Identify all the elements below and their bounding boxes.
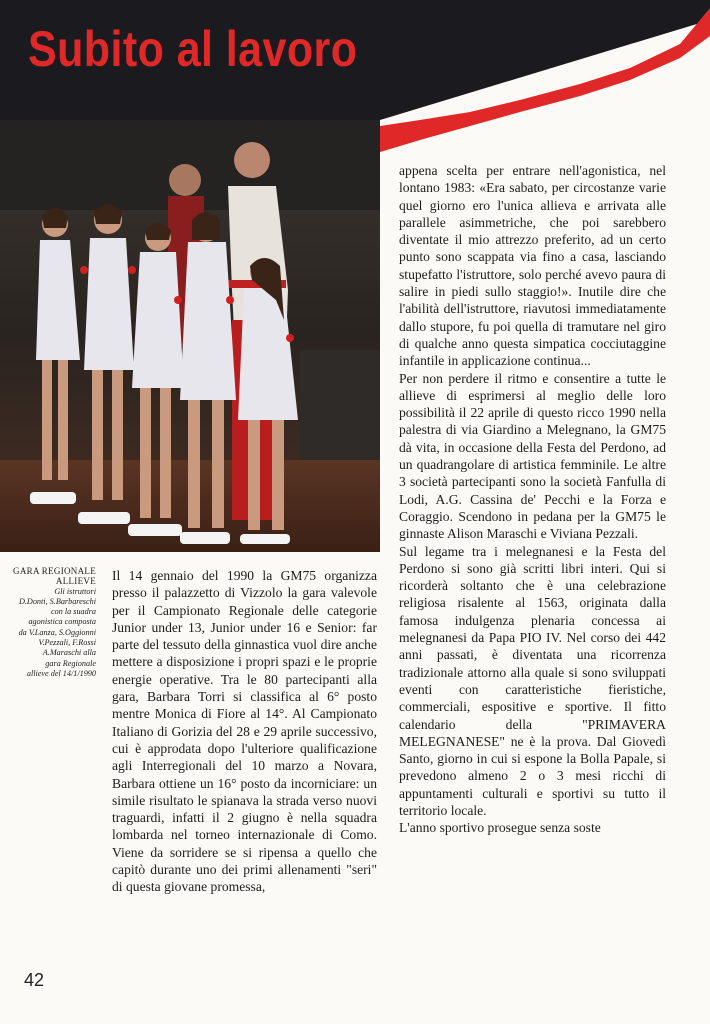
caption-line: A.Maraschi alla [42, 648, 96, 658]
article-right-column [399, 162, 666, 837]
page-title: Subito al lavoro [28, 21, 358, 77]
caption-line: da V.Lanza, S.Oggionni [18, 627, 96, 637]
page-number: 42 [24, 970, 45, 990]
caption-line: con la suadra [50, 607, 96, 617]
caption-line: allieve del 14/1/1990 [26, 668, 96, 678]
caption-line: V.Pezzali, F.Rossi [38, 638, 96, 648]
caption-heading-1: GARA REGIONALE [13, 566, 96, 576]
team-photo-image [0, 120, 380, 552]
article-paragraph: Sul legame tra i melegnanesi e la Festa del Perdono si sono già scritti libri interi. Qui si ricorderà soltanto che è una celebrazione religiosa risalente al 1563, originata dalla famosa indulgenza plenaria concessa ai melegnanesi da Papa PIO IV. Nel corso dei 442 anni passati, è diventata una ricorrenza tradizionale attorno alla quale si sono sviluppati eventi con caratteristiche fieristiche, commerciali, espositive e sportive. Il fitto calendario della "PRIMAVERA MELEGNANESE" ne è la prova. Dal Giovedì Santo, giorno in cui si espone la Bolla Papale, si prevedono almeno 2 o 3 mesi ricchi di appuntamenti culturali e sportivi su tutto il territorio locale. [399, 543, 666, 818]
article-paragraph: Per non perdere il ritmo e consentire a tutte le allieve di esprimersi al meglio delle loro possibilità il 22 aprile di questo ricco 1990 nella palestra di via Giardino a Melegnano, la GM75 dà vita, in occasione della Festa del Perdono, ad un quadrangolare di artistica femminile. Le altre 3 società partecipanti sono la società Fanfulla di Lodi, A.G. Cassina de' Pecchi e la Forza e Coraggio. Scendono in pedana per la GM75 le ginnaste Alison Maraschi e Viviana Pezzali. [399, 370, 666, 542]
article-left-column [112, 567, 377, 896]
caption-line: gara Regionale [45, 658, 96, 668]
caption-heading-2: ALLIEVE [55, 576, 96, 587]
article-paragraph: L'anno sportivo prosegue senza soste [399, 820, 601, 836]
caption-line: D.Donti, S.Barbareschi [18, 596, 96, 606]
article-paragraph: appena scelta per entrare nell'agonistica, nel lontano 1983: «Era sabato, per circostanze varie quel giorno ero l'unica allieva e arrivata alle parallele asimmetriche, che poi sarebbero diventate il mio attrezzo preferito, ad un certo punto sono scappata via fino a casa, lasciando stupefatto l'istruttore, solo perché avevo paura di salire in piedi sullo staggio!». Inutile dire che l'abilità dell'istruttore, riavutosi immediatamente dallo stupore, fu poi quella di tramutare nel giro di qualche anno questa simpatica cocciutaggine infantile in applicazione continua... [399, 163, 666, 369]
caption-line: Gli istruttori [54, 586, 96, 596]
article-paragraph: Il 14 gennaio del 1990 la GM75 organizza presso il palazzetto di Vizzolo la gara valevole per il Campionato Regionale delle categorie Junior under 13, Junior under 16 e Senior: far parte del tessuto della ginnastica vuol dire anche mettere a disposizione i propri spazi e le proprie energie operative. Tra le 80 partecipanti alla gara, Barbara Torri si classifica al 6° posto mentre Monica di Fiore al 14°. Al Campionato Italiano di Gorizia del 28 e 29 aprile successivo, cui è approdata dopo l'ulteriore qualificazione agli Interregionali del 10 marzo a Novara, Barbara ottiene un 16° posto da incorniciare: un simile risultato le spianava la strada verso nuovi traguardi, infatti il 2 giugno è nella squadra lombarda nel torneo internazionale di Como. Viene da sorridere se si ripensa a quello che capitò durante uno dei primi allenamenti "seri" di questa giovane promessa, [112, 568, 377, 895]
photo-caption [4, 566, 96, 679]
caption-line: agonistica composta [28, 617, 96, 627]
team-photo [0, 120, 380, 552]
